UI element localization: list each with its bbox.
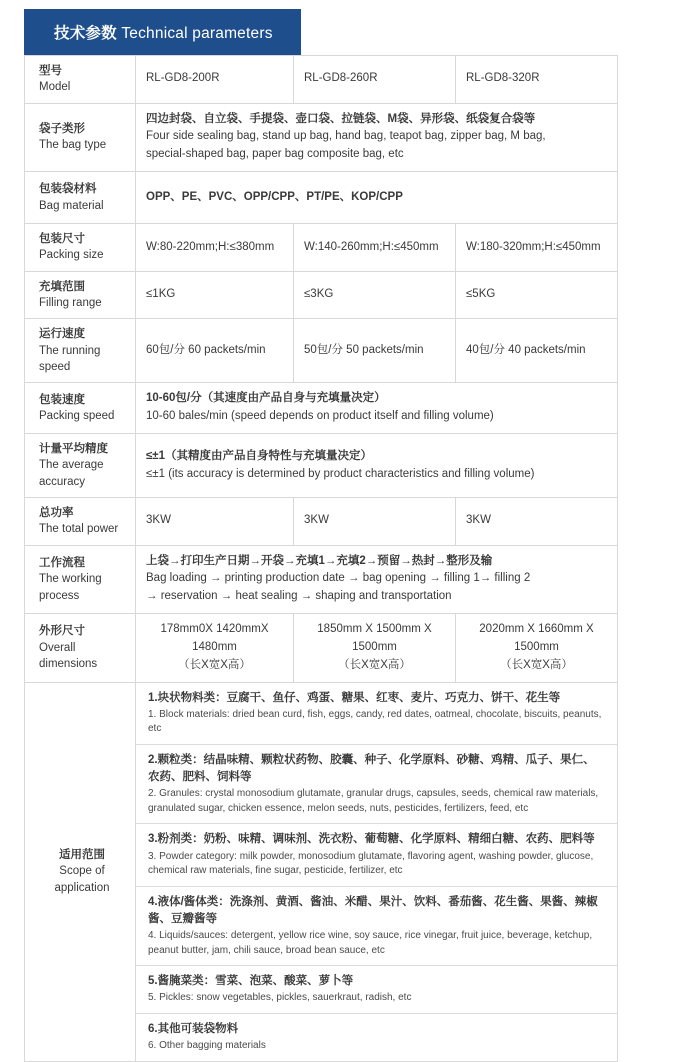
page-title-en: Technical parameters [121, 25, 273, 42]
page-title-banner [24, 9, 301, 55]
cell-running-speed-2: 50包/分 50 packets/min [294, 319, 456, 383]
row-label-average-accuracy [25, 434, 136, 498]
scope-item-cn: 1.块状物料类：豆腐干、鱼仔、鸡蛋、糖果、红枣、麦片、巧克力、饼干、花生等 [148, 691, 561, 704]
row-label-en: The total power [39, 523, 119, 536]
scope-list-item [136, 824, 617, 886]
row-label-en: Model [39, 81, 71, 94]
table-row [25, 498, 618, 546]
scope-list-item [136, 1013, 617, 1060]
row-label-en: The working process [39, 573, 102, 602]
table-row [25, 614, 618, 682]
row-label-cn: 适用范围 [59, 849, 105, 862]
row-label-cn: 包装速度 [39, 393, 85, 406]
row-label-en: Packing size [39, 249, 104, 262]
row-label-en: Bag material [39, 199, 104, 212]
scope-item-en: 1. Block materials: dried bean curd, fish, eggs, candy, red dates, oatmeal, chocolate, biscuits, peanuts, etc [148, 708, 602, 735]
cell-text-en-2: → reservation → heat sealing → shaping and transportation [146, 590, 452, 603]
cell-working-process [136, 545, 618, 613]
page-title-cn: 技术参数 [54, 25, 117, 42]
scope-item-en: 3. Powder category: milk powder, monosodium glutamate, flavoring agent, washing powder, glucose, chemical raw materials, fine sugar, pesticide, fertilizer, etc [148, 850, 594, 877]
row-label-en: Packing speed [39, 410, 115, 423]
cell-filling-range-1: ≤1KG [136, 271, 294, 319]
cell-text-en-1: ≤±1 (its accuracy is determined by product characteristics and filling volume) [146, 467, 535, 480]
row-label-cn: 包装袋材料 [39, 183, 97, 196]
row-label-cn: 工作流程 [39, 556, 85, 569]
table-row-scope [25, 682, 618, 1061]
cell-bag-type [136, 103, 618, 171]
cell-packing-size-1: W:80-220mm;H:≤380mm [136, 224, 294, 272]
cell-text-en-2: special-shaped bag, paper bag composite bag, etc [146, 148, 404, 161]
cell-total-power-1: 3KW [136, 498, 294, 546]
cell-text-en-1: 10-60 bales/min (speed depends on product itself and filling volume) [146, 410, 494, 423]
cell-packing-size-3: W:180-320mm;H:≤450mm [456, 224, 618, 272]
table-row [25, 319, 618, 383]
scope-list-item [136, 744, 617, 824]
page-title [24, 21, 273, 43]
scope-list-item [136, 683, 617, 745]
table-row [25, 103, 618, 171]
row-label-packing-size [25, 224, 136, 272]
table-row [25, 172, 618, 224]
scope-item-cn: 3.粉剂类：奶粉、味精、调味剂、洗衣粉、葡萄糖、化学原料、精细白糖、农药、肥料等 [148, 833, 595, 846]
row-label-packing-speed [25, 383, 136, 434]
cell-text-cn: 四边封袋、自立袋、手提袋、壶口袋、拉链袋、M袋、异形袋、纸袋复合袋等 [146, 112, 536, 125]
cell-filling-range-2: ≤3KG [294, 271, 456, 319]
row-label-en: Overall dimensions [39, 641, 98, 670]
table-row [25, 434, 618, 498]
cell-overall-dimensions-3 [456, 614, 618, 682]
row-label-filling-range [25, 271, 136, 319]
row-label-cn: 外形尺寸 [39, 625, 85, 638]
row-label-total-power [25, 498, 136, 546]
scope-item-en: 6. Other bagging materials [148, 1040, 266, 1052]
row-label-bag-type [25, 103, 136, 171]
cell-text-cn: OPP、PE、PVC、OPP/CPP、PT/PE、KOP/CPP [146, 190, 403, 203]
cell-text-cn: 上袋→打印生产日期→开袋→充填1→充填2→预留→热封→整形及输 [146, 554, 493, 567]
cell-text-en-1: Bag loading → printing production date → bag opening → filling 1→ filling 2 [146, 572, 531, 585]
table-row [25, 383, 618, 434]
cell-running-speed-1: 60包/分 60 packets/min [136, 319, 294, 383]
row-label-model [25, 56, 136, 104]
cell-text-cn: 10-60包/分（其速度由产品自身与充填量决定） [146, 392, 386, 405]
row-label-cn: 型号 [39, 65, 62, 77]
dimension-note: （长X宽X高） [500, 658, 573, 671]
row-label-scope-of-application [25, 682, 136, 1061]
row-label-en: The average accuracy [39, 459, 104, 488]
cell-overall-dimensions-2 [294, 614, 456, 682]
scope-items-table [136, 683, 617, 1061]
row-label-cn: 充填范围 [39, 280, 85, 293]
cell-model-2: RL-GD8-260R [294, 56, 456, 104]
cell-model-3: RL-GD8-320R [456, 56, 618, 104]
cell-text-en-1: Four side sealing bag, stand up bag, hand bag, teapot bag, zipper bag, M bag, [146, 130, 546, 143]
scope-list-item [136, 886, 617, 966]
row-label-cn: 袋子类形 [39, 123, 85, 136]
cell-model-1: RL-GD8-200R [136, 56, 294, 104]
row-label-en: The bag type [39, 139, 107, 152]
cell-filling-range-3: ≤5KG [456, 271, 618, 319]
cell-running-speed-3: 40包/分 40 packets/min [456, 319, 618, 383]
dimension-value: 1850mm X 1500mm X 1500mm [317, 623, 432, 653]
scope-item-cn: 4.液体/酱体类：洗涤剂、黄酒、酱油、米醋、果汁、饮料、番茄酱、花生酱、果酱、辣椒酱、豆瓣酱等 [148, 895, 598, 925]
table-row [25, 56, 618, 104]
cell-scope-of-application [136, 682, 618, 1061]
cell-bag-material [136, 172, 618, 224]
row-label-en: The running speed [39, 344, 101, 374]
row-label-cn: 总功率 [39, 507, 74, 519]
cell-packing-speed [136, 383, 618, 434]
scope-item-en: 4. Liquids/sauces: detergent, yellow rice wine, soy sauce, rice vinegar, fruit juice, beverage, ketchup, peanut butter, jam, chili sauce, broad bean sauce, etc [148, 930, 593, 956]
row-label-en: Filling range [39, 297, 102, 310]
table-row [25, 271, 618, 319]
scope-item-en: 5. Pickles: snow vegetables, pickles, sauerkraut, radish, etc [148, 992, 412, 1004]
cell-total-power-2: 3KW [294, 498, 456, 546]
row-label-cn: 运行速度 [39, 328, 85, 341]
dimension-note: （长X宽X高） [178, 658, 251, 671]
cell-average-accuracy [136, 434, 618, 498]
dimension-note: （长X宽X高） [338, 658, 411, 671]
scope-item-cn: 2.颗粒类：结晶味精、颗粒状药物、胶囊、种子、化学原料、砂糖、鸡精、瓜子、果仁、农药、肥料、饲料等 [148, 753, 595, 784]
cell-text-cn: ≤±1（其精度由产品自身特性与充填量决定） [146, 449, 373, 462]
dimension-value: 2020mm X 1660mm X 1500mm [479, 623, 594, 653]
cell-packing-size-2: W:140-260mm;H:≤450mm [294, 224, 456, 272]
row-label-working-process [25, 545, 136, 613]
row-label-en: Scope of application [54, 865, 110, 894]
dimension-value: 178mm0X 1420mmX 1480mm [160, 623, 269, 653]
row-label-cn: 计量平均精度 [39, 443, 108, 456]
scope-item-cn: 5.酱腌菜类：雪菜、泡菜、酸菜、萝卜等 [148, 975, 354, 988]
scope-list-item [136, 966, 617, 1014]
row-label-bag-material [25, 172, 136, 224]
scope-item-en: 2. Granules: crystal monosodium glutamate, granular drugs, capsules, seeds, chemical raw materials, granulated sugar, chicken essence, melon seeds, nuts, pesticides, fertilizers, feed, etc [148, 788, 599, 814]
row-label-cn: 包装尺寸 [39, 233, 85, 246]
table-row [25, 545, 618, 613]
technical-parameters-table [24, 55, 618, 1062]
cell-overall-dimensions-1 [136, 614, 294, 682]
scope-item-cn: 6.其他可装袋物料 [148, 1022, 239, 1035]
cell-total-power-3: 3KW [456, 498, 618, 546]
row-label-running-speed [25, 319, 136, 383]
table-row [25, 224, 618, 272]
row-label-overall-dimensions [25, 614, 136, 682]
